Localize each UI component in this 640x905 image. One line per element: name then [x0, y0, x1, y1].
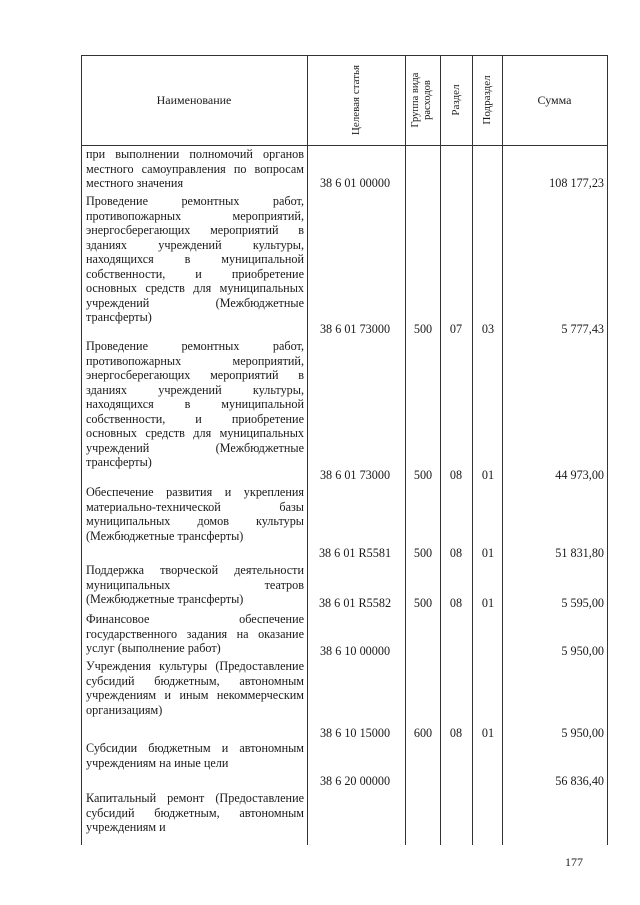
row-group: 500 [413, 546, 433, 560]
row-name: Субсидии бюджетным и автономным учреждениям на иные цели [86, 741, 304, 770]
row-code: 38 6 01 R5582 [318, 596, 392, 610]
row-subsection: 01 [481, 468, 495, 482]
row-sum: 51 831,80 [555, 546, 604, 560]
table-row [81, 192, 607, 337]
row-code: 38 6 10 00000 [319, 644, 391, 658]
header-name: Наименование [156, 93, 232, 107]
row-group: 500 [413, 596, 433, 610]
row-section: 08 [449, 546, 463, 560]
row-subsection: 03 [481, 322, 495, 336]
row-sum: 5 595,00 [561, 596, 604, 610]
row-name: Поддержка творческой деятельности муниципальных театров (Межбюджетные трансферты) [86, 563, 304, 606]
row-name: Капитальный ремонт (Предоставление субсидий бюджетным, автономным учреждениям и [86, 791, 304, 834]
row-code: 38 6 20 00000 [319, 774, 391, 788]
row-sum: 5 950,00 [561, 644, 604, 658]
header-sum: Сумма [537, 93, 572, 107]
header-code: Целевая статья [349, 64, 362, 136]
row-name: Обеспечение развития и укрепления материально-технической базы муниципальных домов культуры (Межбюджетные трансферты) [86, 485, 304, 543]
row-group: 600 [413, 726, 433, 740]
table-row [81, 659, 607, 741]
row-code: 38 6 10 15000 [319, 726, 391, 740]
header-group: Группа вида расходов [410, 72, 433, 128]
row-subsection: 01 [481, 546, 495, 560]
table-row [81, 789, 607, 839]
row-code: 38 6 01 73000 [319, 322, 391, 336]
header-bottom-border [81, 145, 607, 146]
table-row [81, 337, 607, 483]
row-subsection: 01 [481, 726, 495, 740]
row-name: Учреждения культуры (Предоставление субсидий бюджетным, автономным учреждениям и иным некоммерческим организациям) [86, 659, 304, 717]
row-section: 07 [449, 322, 463, 336]
row-name: Проведение ремонтных работ, противопожарных мероприятий, энергосберегающих мероприятий в зданиях учреждений культуры, находящихся в муниципальной собственности, и приобретение основных средств для муниципальных учреждений (Межбюджетные трансферты) [86, 194, 304, 324]
row-sum: 56 836,40 [555, 774, 604, 788]
row-group: 500 [413, 322, 433, 336]
row-sum: 108 177,23 [549, 176, 604, 190]
table-row [81, 147, 607, 192]
row-code: 38 6 01 R5581 [318, 546, 392, 560]
row-name: Финансовое обеспечение государственного задания на оказание услуг (выполнение работ) [86, 612, 304, 655]
page-number: 177 [565, 855, 583, 869]
row-sum: 44 973,00 [555, 468, 604, 482]
table-row [81, 612, 607, 659]
row-sum: 5 950,00 [561, 726, 604, 740]
column-divider [607, 55, 608, 845]
table-row [81, 563, 607, 612]
row-code: 38 6 01 73000 [319, 468, 391, 482]
row-group: 500 [413, 468, 433, 482]
row-code: 38 6 01 00000 [319, 176, 391, 190]
table-row [81, 483, 607, 560]
row-name: при выполнении полномочий органов местного самоуправления по вопросам местного значения [86, 147, 304, 190]
header-section: Раздел [449, 84, 462, 116]
row-section: 08 [449, 596, 463, 610]
row-section: 08 [449, 468, 463, 482]
table-row [81, 741, 607, 789]
row-name: Проведение ремонтных работ, противопожарных мероприятий, энергосберегающих мероприятий в зданиях учреждений культуры, находящихся в муниципальной собственности, и приобретение основных средств для муниципальных учреждений (Межбюджетные трансферты) [86, 339, 304, 469]
row-subsection: 01 [481, 596, 495, 610]
row-section: 08 [449, 726, 463, 740]
row-sum: 5 777,43 [561, 322, 604, 336]
header-subsection: Подраздел [480, 75, 493, 125]
